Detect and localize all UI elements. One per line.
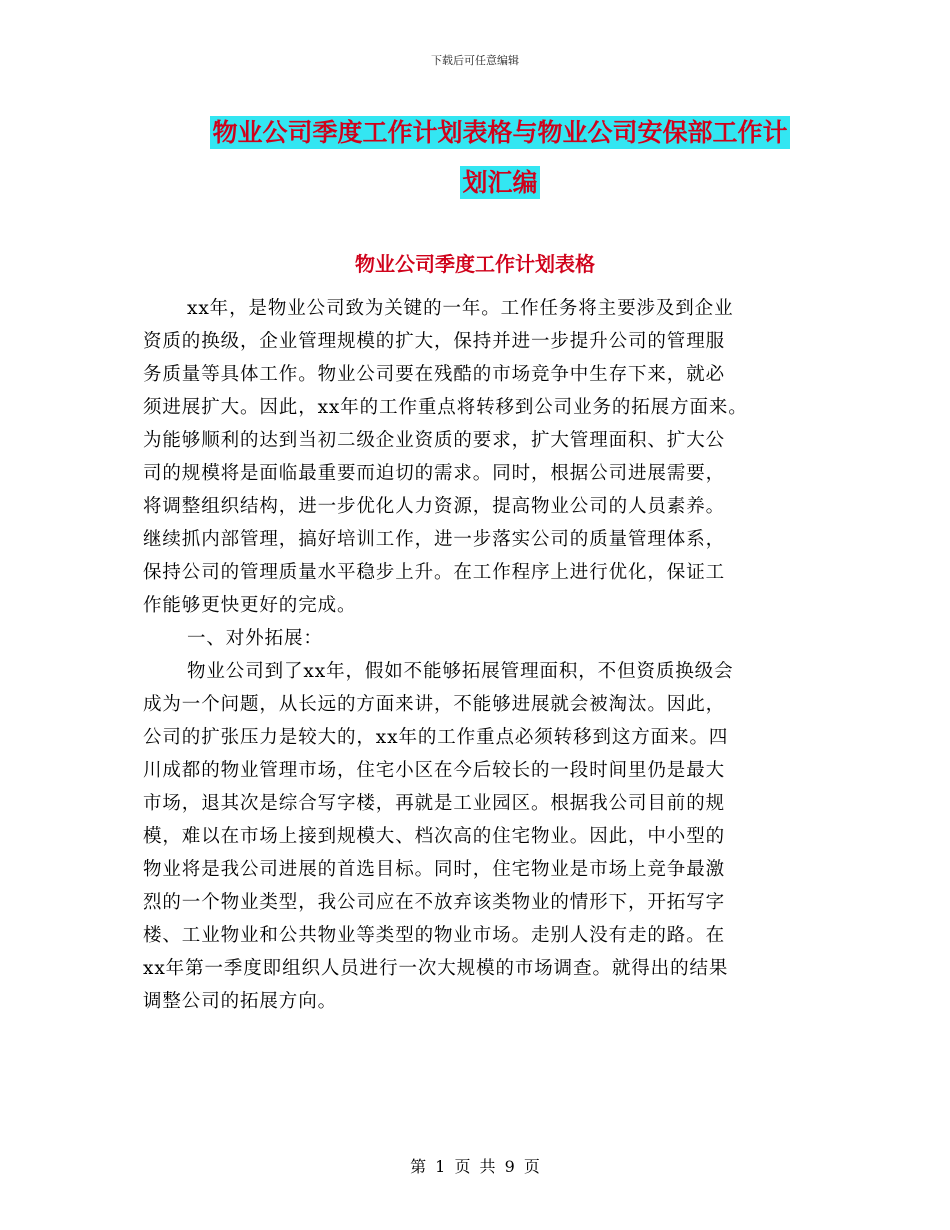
paragraph-line: 物业公司到了xx年，假如不能够拓展管理面积，不但资质换级会 bbox=[187, 661, 734, 682]
document-title-line-2: 划汇编 bbox=[462, 168, 538, 197]
paragraph-line: 保持公司的管理质量水平稳步上升。在工作程序上进行优化，保证工 bbox=[143, 562, 726, 583]
paragraph-line: 楼、工业物业和公共物业等类型的物业市场。走别人没有走的路。在 bbox=[143, 925, 726, 946]
paragraph-line: 市场，退其次是综合写字楼，再就是工业园区。根据我公司目前的规 bbox=[143, 793, 726, 814]
paragraph-line: 模，难以在市场上接到规模大、档次高的住宅物业。因此，中小型的 bbox=[143, 826, 726, 847]
document-title bbox=[150, 108, 850, 208]
paragraph-line: xx年，是物业公司致为关键的一年。工作任务将主要涉及到企业 bbox=[187, 298, 734, 319]
paragraph-line: 公司的扩张压力是较大的，xx年的工作重点必须转移到这方面来。四 bbox=[143, 727, 729, 748]
paragraph-line: 烈的一个物业类型，我公司应在不放弃该类物业的情形下，开拓写字 bbox=[143, 892, 726, 913]
paragraph-line: 将调整组织结构，进一步优化人力资源，提高物业公司的人员素养。 bbox=[143, 496, 726, 517]
header-note: 下载后可任意编辑 bbox=[431, 54, 519, 67]
paragraph-line: 成为一个问题，从长远的方面来讲，不能够进展就会被淘汰。因此， bbox=[143, 694, 726, 715]
paragraph-line: 为能够顺利的达到当初二级企业资质的要求，扩大管理面积、扩大公 bbox=[143, 430, 726, 451]
paragraph-line: 资质的换级，企业管理规模的扩大，保持并进一步提升公司的管理服 bbox=[143, 331, 726, 352]
paragraph-line: 务质量等具体工作。物业公司要在残酷的市场竞争中生存下来，就必 bbox=[143, 364, 726, 385]
subheading-external-expansion: 一、对外拓展： bbox=[187, 628, 323, 649]
paragraph-line: 作能够更快更好的完成。 bbox=[143, 595, 357, 616]
body-text bbox=[143, 292, 815, 1018]
paragraph-line: 司的规模将是面临最重要而迫切的需求。同时，根据公司进展需要， bbox=[143, 463, 726, 484]
paragraph-line: 调整公司的拓展方向。 bbox=[143, 991, 338, 1012]
paragraph-line: 须进展扩大。因此，xx年的工作重点将转移到公司业务的拓展方面来。 bbox=[143, 397, 748, 418]
page-footer: 第 1 页 共 9 页 bbox=[410, 1157, 540, 1176]
document-title-line-1: 物业公司季度工作计划表格与物业公司安保部工作计 bbox=[212, 118, 788, 147]
paragraph-line: xx年第一季度即组织人员进行一次大规模的市场调查。就得出的结果 bbox=[143, 958, 729, 979]
section-title: 物业公司季度工作计划表格 bbox=[355, 252, 595, 276]
paragraph-line: 川成都的物业管理市场，住宅小区在今后较长的一段时间里仍是最大 bbox=[143, 760, 726, 781]
paragraph-line: 继续抓内部管理，搞好培训工作，进一步落实公司的质量管理体系， bbox=[143, 529, 726, 550]
paragraph-line: 物业将是我公司进展的首选目标。同时，住宅物业是市场上竞争最激 bbox=[143, 859, 726, 880]
